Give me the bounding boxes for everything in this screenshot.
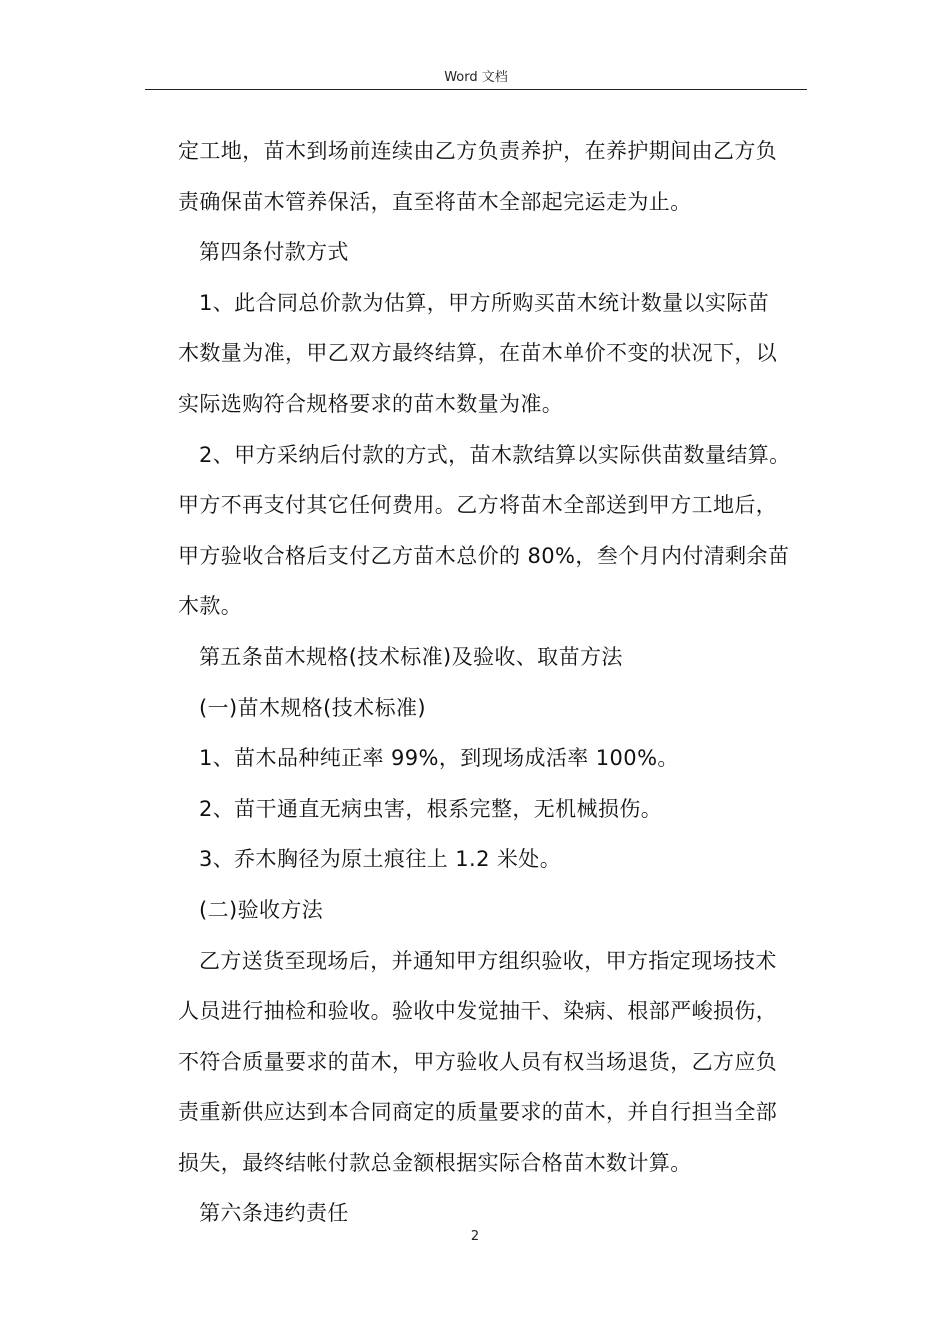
body-line: 1、此合同总价款为估算，甲方所购买苗木统计数量以实际苗 <box>199 290 770 315</box>
subsection-heading: (一)苗木规格(技术标准) <box>199 695 426 720</box>
section-heading: 第六条违约责任 <box>199 1201 349 1226</box>
body-line: 1、苗木品种纯正率 99%，到现场成活率 100%。 <box>199 746 679 771</box>
page-number: 2 <box>470 1229 480 1244</box>
body-line: 甲方不再支付其它任何费用。乙方将苗木全部送到甲方工地后， <box>178 493 778 518</box>
body-line: 责确保苗木管养保活，直至将苗木全部起完运走为止。 <box>178 189 692 214</box>
body-line: 实际选购符合规格要求的苗木数量为准。 <box>178 391 564 416</box>
body-line: 不符合质量要求的苗木，甲方验收人员有权当场退货，乙方应负 <box>178 1049 778 1074</box>
body-line: 损失，最终结帐付款总金额根据实际合格苗木数计算。 <box>178 1150 692 1175</box>
document-body <box>178 126 808 1239</box>
body-line: 责重新供应达到本合同商定的质量要求的苗木，并自行担当全部 <box>178 1100 778 1125</box>
body-line: 2、苗干通直无病虫害，根系完整，无机械损伤。 <box>199 796 663 821</box>
section-heading: 第四条付款方式 <box>199 240 349 265</box>
body-line: 乙方送货至现场后，并通知甲方组织验收，甲方指定现场技术 <box>199 948 777 973</box>
body-line: 木款。 <box>178 594 243 619</box>
header-title: Word 文档 <box>444 70 508 85</box>
body-line: 人员进行抽检和验收。验收中发觉抽干、染病、根部严峻损伤， <box>178 999 778 1024</box>
body-line: 木数量为准，甲乙双方最终结算，在苗木单价不变的状况下，以 <box>178 341 778 366</box>
body-line: 3、乔木胸径为原土痕往上 1.2 米处。 <box>199 847 562 872</box>
body-line: 2、甲方采纳后付款的方式，苗木款结算以实际供苗数量结算。 <box>199 442 791 467</box>
page-header <box>145 66 807 90</box>
body-line: 定工地，苗木到场前连续由乙方负责养护，在养护期间由乙方负 <box>178 139 778 163</box>
section-heading: 第五条苗木规格(技术标准)及验收、取苗方法 <box>199 644 623 669</box>
body-line: 甲方验收合格后支付乙方苗木总价的 80%，叁个月内付清剩余苗 <box>178 543 790 568</box>
subsection-heading: (二)验收方法 <box>199 897 324 922</box>
